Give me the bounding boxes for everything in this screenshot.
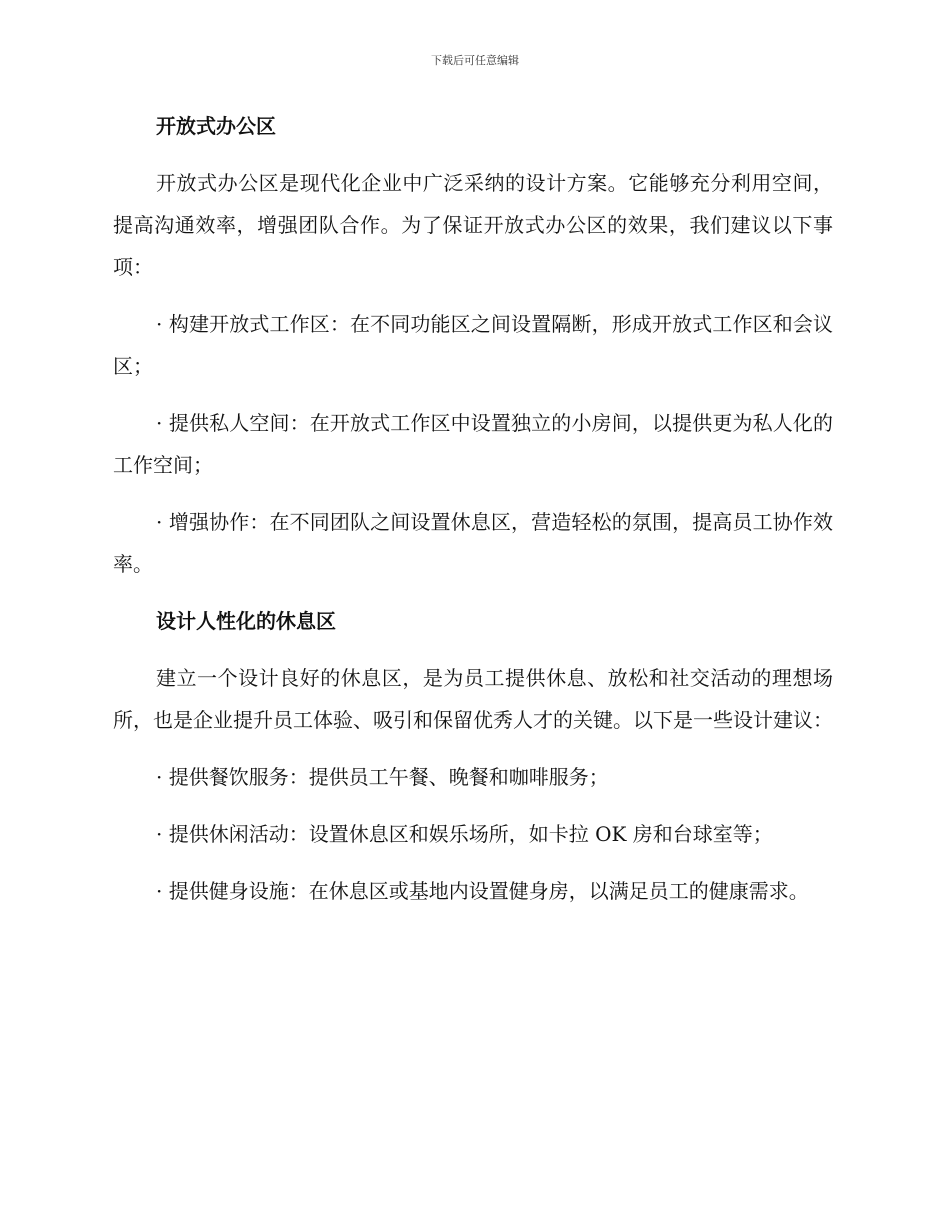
bullet-item: · 提供私人空间：在开放式工作区中设置独立的小房间，以提供更为私人化的工作空间； bbox=[113, 411, 833, 477]
section-intro-rest-area: 建立一个设计良好的休息区，是为员工提供休息、放松和社交活动的理想场所，也是企业提升员工体验、吸引和保留优秀人才的关键。以下是一些设计建议： bbox=[113, 666, 833, 732]
section-heading-rest-area: 设计人性化的休息区 bbox=[156, 609, 336, 633]
bullet-item: · 构建开放式工作区：在不同功能区之间设置隔断，形成开放式工作区和会议区； bbox=[113, 312, 833, 378]
bullet-item: · 提供健身设施：在休息区或基地内设置健身房，以满足员工的健康需求。 bbox=[156, 879, 809, 903]
document-body bbox=[113, 105, 833, 927]
bullet-item: · 提供餐饮服务：提供员工午餐、晚餐和咖啡服务； bbox=[156, 765, 609, 789]
page-header: 下载后可任意编辑 bbox=[431, 54, 519, 67]
bullet-item: · 增强协作：在不同团队之间设置休息区，营造轻松的氛围，提高员工协作效率。 bbox=[113, 510, 833, 576]
section-intro-open-office: 开放式办公区是现代化企业中广泛采纳的设计方案。它能够充分利用空间，提高沟通效率，增强团队合作。为了保证开放式办公区的效果，我们建议以下事项： bbox=[113, 171, 833, 279]
section-heading-open-office: 开放式办公区 bbox=[156, 114, 276, 138]
bullet-item: · 提供休闲活动：设置休息区和娱乐场所，如卡拉 OK 房和台球室等； bbox=[156, 822, 773, 846]
